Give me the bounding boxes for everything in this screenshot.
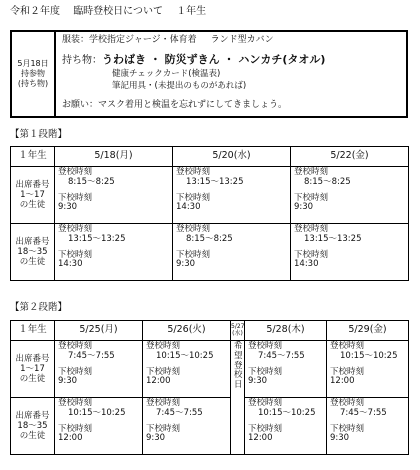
- arrive-label: 登校時刻: [58, 398, 93, 408]
- special-day-header: [231, 321, 245, 341]
- stage1-date: 5/20(水): [173, 147, 291, 167]
- special-day-char: 日: [234, 380, 243, 391]
- leave-time: 9:30: [58, 202, 78, 213]
- leave-label: 下校時刻: [146, 366, 181, 377]
- stage1-group-row: [11, 167, 409, 224]
- stage1-label: 【第１段階】: [10, 129, 68, 140]
- leave-time: 9:30: [176, 259, 196, 270]
- items-sub2: 筆記用具・(未提出のものがあれば): [112, 81, 247, 91]
- leave-time: 9:30: [248, 376, 268, 387]
- arrive-label: 登校時刻: [176, 167, 211, 177]
- leave-time: 9:30: [58, 376, 78, 387]
- schedule-cell: [173, 224, 291, 281]
- leave-time: 12:00: [146, 376, 171, 387]
- schedule-cell: [143, 398, 231, 455]
- items-main: うわばき ・ 防災ずきん ・ ハンカチ(タオル): [102, 53, 326, 66]
- stage1-grade-header: １年生: [11, 147, 55, 167]
- special-day-text: [234, 342, 241, 391]
- group-label-line: の生徒: [19, 431, 46, 442]
- stage1-group-label: [11, 224, 55, 281]
- special-date: 5/27: [231, 322, 245, 330]
- arrive-label: 登校時刻: [330, 341, 365, 351]
- stage1-group-label: [11, 167, 55, 224]
- arrive-label: 登校時刻: [146, 341, 181, 351]
- group-label-line: 18〜35: [17, 246, 48, 257]
- schedule-cell: [291, 224, 409, 281]
- schedule-cell: [55, 167, 173, 224]
- arrive-time: 8:15〜8:25: [68, 176, 115, 187]
- leave-time: 12:00: [58, 433, 83, 444]
- arrive-time: 10:15〜10:25: [340, 350, 398, 361]
- request-row: お願い：マスク着用と検温を忘れずにしてきましょう。: [62, 100, 288, 110]
- group-label-line: 1〜17: [20, 189, 45, 200]
- group-label-line: 出席番号: [15, 410, 50, 421]
- stage2-date: 5/26(火): [143, 321, 231, 341]
- title-topic: 臨時登校日について: [73, 6, 163, 17]
- leave-label: 下校時刻: [330, 366, 365, 377]
- stage2-group-row: [11, 341, 409, 398]
- schedule-cell: [55, 398, 143, 455]
- arrive-label: 登校時刻: [58, 224, 93, 234]
- leave-time: 12:00: [248, 433, 273, 444]
- arrive-label: 登校時刻: [146, 398, 181, 408]
- arrive-label: 登校時刻: [58, 341, 93, 351]
- stage2-group-label: [11, 398, 55, 455]
- stage2-table: [10, 320, 409, 455]
- schedule-cell: [327, 398, 409, 455]
- leave-label: 下校時刻: [330, 423, 365, 434]
- arrive-time: 7:45〜7:55: [340, 407, 387, 418]
- page-title: [10, 6, 216, 18]
- title-grade: １年生: [176, 6, 207, 17]
- schedule-cell: [173, 167, 291, 224]
- stage1-header-row: [11, 147, 409, 167]
- arrive-time: 10:15〜10:25: [258, 407, 316, 418]
- arrive-time: 7:45〜7:55: [156, 407, 203, 418]
- arrive-label: 登校時刻: [58, 167, 93, 177]
- stage2-grade-header: １年生: [11, 321, 55, 341]
- group-label-line: の生徒: [19, 257, 46, 268]
- arrive-time: 8:15〜8:25: [186, 233, 233, 244]
- special-weekday: (水): [232, 329, 243, 337]
- leave-time: 9:30: [146, 433, 166, 444]
- schedule-cell: [55, 341, 143, 398]
- special-day-char: 望: [234, 350, 243, 361]
- arrive-time: 7:45〜7:55: [258, 350, 305, 361]
- leave-label: 下校時刻: [294, 249, 329, 260]
- stage1-table: [10, 146, 409, 281]
- arrive-label: 登校時刻: [248, 398, 283, 408]
- stage2-date: 5/25(月): [55, 321, 143, 341]
- arrive-time: 8:15〜8:25: [304, 176, 351, 187]
- leave-label: 下校時刻: [58, 366, 93, 377]
- leave-time: 12:00: [330, 376, 355, 387]
- schedule-cell: [143, 341, 231, 398]
- arrive-label: 登校時刻: [330, 398, 365, 408]
- leave-label: 下校時刻: [58, 423, 93, 434]
- stage1-group-row: [11, 224, 409, 281]
- arrive-label: 登校時刻: [248, 341, 283, 351]
- leave-label: 下校時刻: [176, 249, 211, 260]
- group-label-line: 出席番号: [15, 179, 50, 190]
- schedule-cell: [291, 167, 409, 224]
- leave-time: 14:30: [176, 202, 201, 213]
- title-year: 令和２年度: [10, 6, 60, 17]
- group-label-line: 出席番号: [15, 353, 50, 364]
- group-label-line: 18〜35: [17, 420, 48, 431]
- leave-label: 下校時刻: [58, 192, 93, 203]
- special-day-char: 校: [234, 370, 243, 381]
- items-sub1: 健康チェックカード(検温表): [112, 69, 221, 79]
- leave-time: 9:30: [294, 202, 314, 213]
- stage2-label: 【第２段階】: [10, 302, 68, 313]
- info-date: 5月18日: [17, 59, 49, 68]
- group-label-line: の生徒: [19, 374, 46, 385]
- leave-label: 下校時刻: [248, 423, 283, 434]
- leave-time: 14:30: [294, 259, 319, 270]
- arrive-time: 13:15〜13:25: [304, 233, 362, 244]
- special-day-char: 登: [234, 360, 243, 371]
- arrive-label: 登校時刻: [294, 224, 329, 234]
- leave-label: 下校時刻: [294, 192, 329, 203]
- stage2-header-row: [11, 321, 409, 341]
- arrive-time: 7:45〜7:55: [68, 350, 115, 361]
- dress-value: 学校指定ジャージ・体育着: [89, 35, 197, 45]
- info-content: [56, 32, 406, 116]
- group-label-line: の生徒: [19, 200, 46, 211]
- bag-value: ランド型カバン: [210, 35, 274, 45]
- items-label: 持ち物：: [62, 55, 102, 66]
- dress-row: [62, 35, 274, 45]
- arrive-label: 登校時刻: [176, 224, 211, 234]
- schedule-cell: [327, 341, 409, 398]
- info-box: [10, 30, 408, 118]
- leave-label: 下校時刻: [176, 192, 211, 203]
- special-day-char: 希: [234, 341, 243, 351]
- leave-time: 9:30: [330, 433, 350, 444]
- stage2-date: 5/29(金): [327, 321, 409, 341]
- arrive-time: 13:15〜13:25: [186, 176, 244, 187]
- info-date-sub2: (持ち物): [17, 79, 49, 88]
- group-label-line: 出席番号: [15, 236, 50, 247]
- stage2-group-label: [11, 341, 55, 398]
- arrive-label: 登校時刻: [294, 167, 329, 177]
- schedule-cell: [245, 398, 327, 455]
- leave-label: 下校時刻: [248, 366, 283, 377]
- schedule-cell: [245, 341, 327, 398]
- stage1-date: 5/22(金): [291, 147, 409, 167]
- stage2-date: 5/28(木): [245, 321, 327, 341]
- leave-time: 14:30: [58, 259, 83, 270]
- arrive-time: 10:15〜10:25: [68, 407, 126, 418]
- items-row: [62, 54, 325, 67]
- leave-label: 下校時刻: [58, 249, 93, 260]
- schedule-cell: [55, 224, 173, 281]
- group-label-line: 1〜17: [20, 363, 45, 374]
- stage1-date: 5/18(月): [55, 147, 173, 167]
- arrive-time: 13:15〜13:25: [68, 233, 126, 244]
- special-day-cell: [231, 341, 245, 455]
- stage2-group-row: [11, 398, 409, 455]
- dress-label: 服装：: [62, 35, 90, 45]
- arrive-time: 10:15〜10:25: [156, 350, 214, 361]
- info-date-sub1: 持参物: [21, 69, 45, 78]
- leave-label: 下校時刻: [146, 423, 181, 434]
- info-date-label: [12, 32, 56, 116]
